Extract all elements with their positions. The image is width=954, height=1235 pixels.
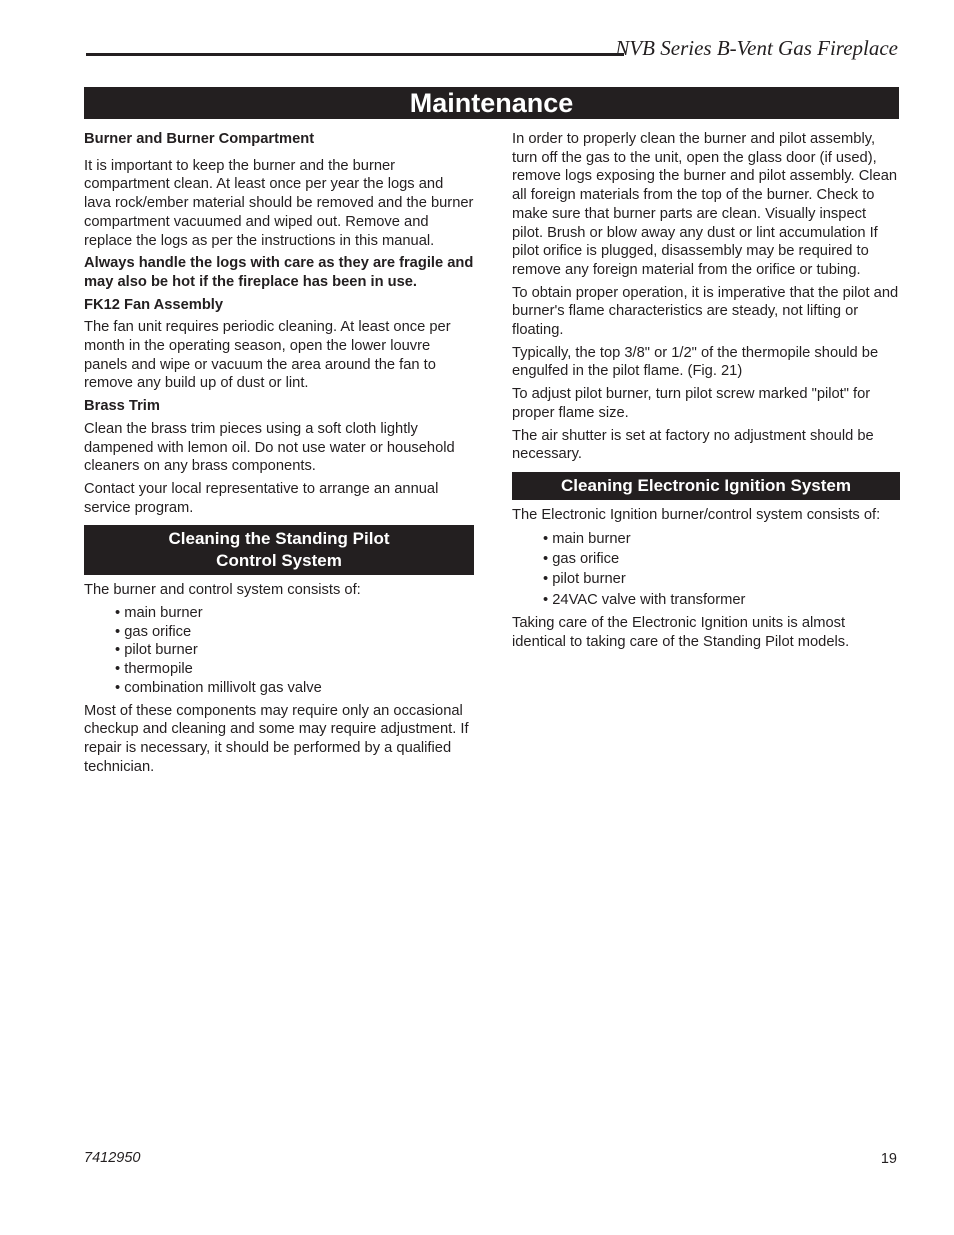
page-banner: Maintenance	[84, 87, 899, 119]
part-number: 7412950	[84, 1150, 141, 1166]
list-item: • main burner	[543, 529, 900, 549]
contact-paragraph: Contact your local representative to arrange an annual service program.	[84, 480, 439, 516]
standing-pilot-title-line1: Cleaning the Standing Pilot	[168, 529, 390, 549]
brass-heading: Brass Trim	[84, 398, 160, 415]
cleaning-paragraph: In order to properly clean the burner and pilot assembly, turn off the gas to the unit, open the glass door (if used), remove logs exposing the burner and pilot assembly. Clean all foreign materials from the top of the burner. Check to make sure that burner parts are clean. Visually inspect pilot. Brush or blow away any dust or lint accumulation If pilot orifice is plugged, disassembly may be required to remove any foreign material from the orifice or tubing.	[512, 131, 898, 278]
electronic-closing: Taking care of the Electronic Ignition units is almost identical to taking care of the Standing Pilot models.	[512, 614, 850, 650]
page-number: 19	[880, 1151, 897, 1167]
electronic-components-list	[512, 529, 900, 610]
burner-paragraph: It is important to keep the burner and the burner compartment clean. At least once per year the logs and lava rock/ember material should be removed and the burner compartment vacuumed and wiped out. Remove and replace the logs as per the instructions in this manual.	[84, 157, 474, 249]
shutter-paragraph: The air shutter is set at factory no adjustment should be necessary.	[512, 427, 874, 463]
header-rule	[86, 53, 624, 56]
fan-paragraph: The fan unit requires periodic cleaning. At least once per month in the operating season, open the lower louvre panels and wipe or vacuum the area around the fan to remove any build up of dust or lint.	[84, 319, 451, 392]
list-item: • gas orifice	[543, 549, 900, 569]
brass-paragraph: Clean the brass trim pieces using a soft cloth lightly dampened with lemon oil. Do not use water or household cleaners on any brass components.	[84, 420, 455, 475]
electronic-title: Cleaning Electronic Ignition System	[561, 475, 851, 495]
list-item: • gas orifice	[115, 623, 474, 642]
fan-heading: FK12 Fan Assembly	[84, 296, 224, 313]
operation-paragraph: To obtain proper operation, it is imperative that the pilot and burner's flame characteristics are steady, not lifting or floating.	[512, 284, 899, 339]
list-item: • thermopile	[115, 660, 474, 679]
standing-intro: The burner and control system consists of:	[84, 582, 361, 599]
electronic-intro: The Electronic Ignition burner/control system consists of:	[512, 506, 881, 523]
standing-closing: Most of these components may require only an occasional checkup and cleaning and some may require adjustment. If repair is necessary, it should be performed by a qualified technician.	[84, 702, 469, 775]
left-column	[84, 130, 474, 780]
list-item: • 24VAC valve with transformer	[543, 590, 900, 610]
standing-pilot-section-title	[84, 525, 474, 575]
list-item: • pilot burner	[543, 569, 900, 589]
list-item: • combination millivolt gas valve	[115, 679, 474, 698]
list-item: • pilot burner	[115, 641, 474, 660]
standing-components-list	[84, 604, 474, 698]
document-title: NVB Series B-Vent Gas Fireplace	[615, 36, 898, 60]
thermopile-paragraph: Typically, the top 3/8" or 1/2" of the thermopile should be engulfed in the pilot flame. (Fig. 21)	[512, 344, 879, 380]
list-item: • main burner	[115, 604, 474, 623]
electronic-ignition-section-title	[512, 472, 900, 500]
right-column	[512, 130, 900, 655]
standing-pilot-title-line2: Control System	[216, 551, 342, 571]
adjust-paragraph: To adjust pilot burner, turn pilot screw marked "pilot" for proper flame size.	[512, 386, 871, 421]
burner-heading: Burner and Burner Compartment	[84, 131, 315, 147]
logs-warning: Always handle the logs with care as they are fragile and may also be hot if the fireplace has been in use.	[84, 255, 474, 290]
